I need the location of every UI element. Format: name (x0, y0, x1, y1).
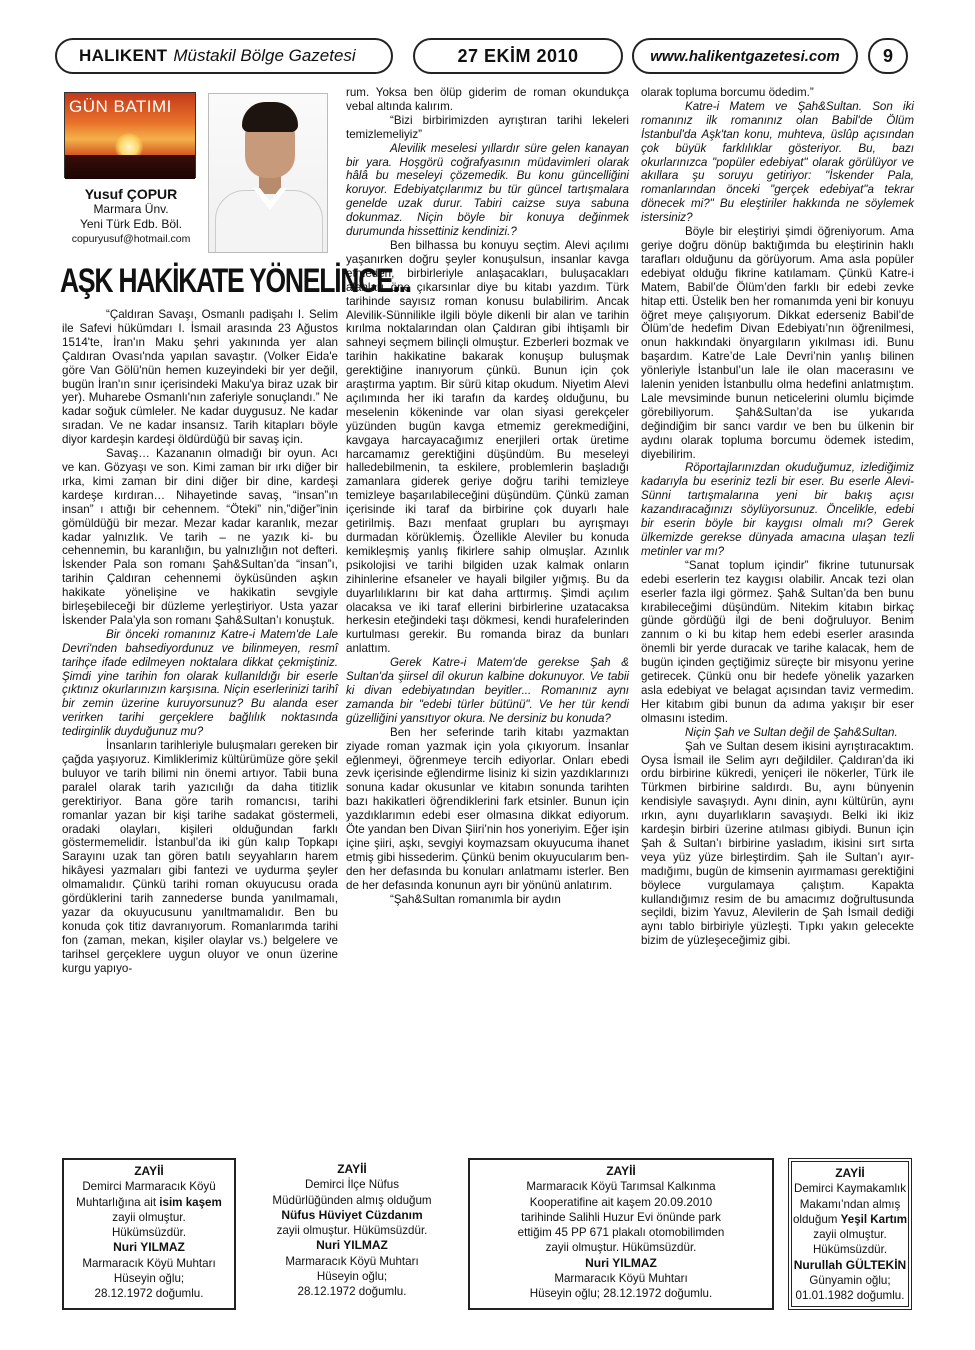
notice-line: zayii olmuştur. Hükümsüzdür. (545, 1241, 697, 1255)
col1-paragraph-3: İnsanların tarihleriyle buluşmaları gereken bir çağda yaşıyoruz. Kimliklerimiz kültürümüze göre şekil buluyor ve tarih bilimi nin önemi artıyor. Tabii buna paralel olarak tarih yazıcılığı da daha titizlik gerektiriyor. Bana göre tarih romancısı, tarihi romanlar yazan bir kişi tarihe sadakat göstermeli, oradaki olayları, kişileri olduğundan farklı göstermemelidir. İstanbul’da iki gün kalıp Topkapı Sarayını uzak tan gören batılı seyyahların harem hikâyesi yazmaları gibi fantezi ve uydurma şeyler olmamalıdır. Çünkü tarihi roman okuyucusu orada gördüklerini tarih zannederse bunda yanılmamalı, yazar da okuyucusunu yanıltmamalıdır. Ben bu konuda çok titiz davranıyorum. Romanlarımda tarihi fon (zaman, mekan, kişiler olaylar vs.) belgelere ve tarihsel gerçeklere uygun oluyor ve onun üzerine kurgu yapıyo- (62, 739, 338, 975)
notice-signer: Nuri YILMAZ (585, 1255, 657, 1270)
notice-line: olduğum Yeşil Kartım (792, 1212, 908, 1226)
notice-line: Hüseyin oğlu; (316, 1270, 388, 1284)
notice-line: Marmaracık Köyü Muhtarı (554, 1272, 688, 1286)
notice-line: Marmaracık Köyü Tarımsal Kalkınma (526, 1180, 716, 1194)
col2-paragraph-1: rum. Yoksa ben ölüp giderim de roman okundukça vebal altında kalırım. (346, 86, 629, 113)
newspaper-name: HALIKENT (79, 46, 168, 65)
notice-line: Demirci İlçe Nüfus (304, 1178, 400, 1192)
notice-line: zayii olmuştur. (112, 1210, 186, 1224)
col3-paragraph-2: Böyle bir eleştiriyi şimdi öğreniyorum. Ama geriye doğru dönüp baktığımda bu eleştirinin haklı tarafları olduğunu da görüyorum. Ama asla popüler edebiyat olduğu fikrine katılamam. Çünkü Katre-i Matem, Babil’de Ölüm’den farklı bir edebi zevke hitap etti. Üstelik ben her romanımda yeni bir konuyu öğret meye çalışıyorum. Dikkat ederseniz Babil’de Ölüm’de hedefim Divan Edebiyatı’nın öğrenilmesi, onun hakkındaki önyargıların yıkılması idi. Bunu başardım. Katre’de Lale Devri’nin yanlış bilinen yönleriyle İstanbul’un lale ile olan macerasını ve lalenin yeniden İstanbullu olma hedefini anlatmıştım. Lale mevsiminde bunun neticelerini olumlu biçimde görebiliyorum. Şah&Sultan’da ise yukarıda değindiğim bir sancı vardır ve ben bu ülkenin bir aydını olarak topluma borcumu ödemek istedim, diyebilirim. (641, 225, 914, 461)
col2-pullquote: “Bizi birbirimizden ayrıştıran tarihi lekeleri temizlemeliyiz” (346, 113, 629, 141)
issue-date: 27 EKİM 2010 (413, 38, 623, 74)
col1-paragraph-1: “Çaldıran Savaşı, Osmanlı padişahı I. Selim ile Safevi hükümdarı I. İsmail arasında 23 Ağustos 1514'te, İran'ın Maku şehri yakınında yer alan Çaldıran Ovası'nda yapılan savaştır. (Volker Eida'e göre Van Gölü'nün hemen kuzeyindeki bir yer değil, bugün İran'ın sınır içerisindeki Maku'ya biraz uzak bir yer). Muharebe Osmanlı'nın zaferiyle sonuçlandı.” Ne kadar soğuk cümleler. Ne kadar duygusuz. Ne kadar sıradan. Ve ne kadar insansız. Tarih kitapları böyle diyor kardeşin kardeşi öldürdüğü bir savaş için. (62, 308, 338, 447)
newspaper-tagline: Müstakil Bölge Gazetesi (173, 46, 356, 65)
notice-line: Hükümsüzdür. (812, 1243, 888, 1257)
article-column-1 (62, 308, 338, 976)
author-block (58, 186, 204, 246)
horizon-graphic (65, 155, 195, 179)
col2-paragraph-4: “Şah&Sultan romanımla bir aydın (390, 892, 561, 906)
col1-paragraph-2: Savaş… Kazananın olmadığı bir oyun. Acı ve kan. Gözyaşı ve son. Kimi zaman bir ırkı diğer bir ırka, kimi zaman bir dini diğer bir dine, kardeşi kardeşe kırdıran… Nihayetinde savaş, “insan”ın insan” ı attığı bir cehennem. “Öteki” nin,”diğer”inin gömüldüğü bir mezar. Mezar kadar karanlık, mezar kadar yalnızlık. Ve tarih – ne yazık ki- bu cehennemin, bu karanlığın, bu yalnızlığın not defteri. İskender Pala son romanı Şah&Sultan’da “insan”ı, tarihin Çaldıran cehennemi öyküsünden aşkın hakikate yönelişine ve hakikatin sevgiyle birleşebileceği bir düzleme yerleştiriyor. Usta yazar İskender Pala’yla son romanı Şah&Sultan’ı konuştuk. (62, 447, 338, 627)
photo-hair (242, 102, 298, 132)
notice-signer: Nuri YILMAZ (316, 1238, 388, 1253)
col3-paragraph-1: olarak topluma borcumu ödedim.” (641, 86, 814, 99)
notice-lost-seal (62, 1158, 236, 1310)
notice-line: 28.12.1972 doğumlu. (94, 1287, 204, 1301)
article-headline: AŞK HAKİKATE YÖNELİNCE... (60, 262, 411, 300)
notice-line: Hükümsüzdür. (111, 1226, 187, 1240)
author-photo (208, 93, 328, 253)
article-column-3 (641, 86, 914, 948)
notice-lost-cooperative-seal (468, 1158, 774, 1310)
article-column-2 (346, 86, 629, 906)
notice-line: Demirci Marmaracık Köyü (82, 1180, 216, 1194)
author-department: Yeni Türk Edb. Böl. (79, 217, 183, 231)
col2-paragraph-2: Ben bilhassa bu konuyu seçtim. Alevi açılımı yaşanırken doğru şeyler konuşulsun, insanlar kavga etmeden, birbirleriyle anlaşacakları, buluşacakları alanları öne çıkarsınlar diye bu kitabı yazdım. Türk tarihinde sayısız roman konusu bulabilirim. Ancak Alevilik-Sünnilikle ilgili böyle dikenli bir alan ve tarihin kırılma noktalarından olan Çaldıran gibi ihtişamlı bir sahneyi seçmem bilinçli olmuştur. Ezberleri bozmak ve tarihin hakikatine bakarak konuşup buluşmak gerektiğine inanıyorum çünkü. Bunun için çok araştırma yaptım. Bir sürü kitap okudum. Niyetim Alevi açılımında her iki tarafın da kardeş olduğunu, bu meselenin kökeninde var olan siyasi gerekçeler yüzünden bugün kavga etmemiz gerekmediğini, kavgaya harcayacağımız enerjileri ortak üretime harcamamız gerektiğini düşündüm. Bu meseleyi halledebilmenin, ta eskilere, problemlerin başladığı zamanlara giderek geriye doğru tarihi temizleye temizleye başarılabileceğini düşündüm. Çünkü zaman içerisinde iki taraf da birbirine çok duyarlı hale getirilmiş. Bazı menfaat grupları bu ayrışmayı durmadan körüklemiş. Özellikle Aleviler bu konuda kemikleşmiş yanlış fikirlere sahip olmuşlar. Azınlık psikolojisi ve tarihi bilgiden uzak kalmak onların zihinlerine efsaneler ve hayali bilgiler yığmış. Bu da duyarlılıklarını bir kat daha arttırmış. Şimdi açılım olacaksa ve iki taraf ellerini birbirlerine uzatacaksa herkesin eteğindeki taşı dökmesi, kendi hurafelerinden kurtulması gerekir. Bu romanda biraz da bunları anlattım. (346, 238, 629, 656)
col2-question-2: Gerek Katre-i Matem'de gerekse Şah & Sultan'da şiirsel dil okurun kalbine dokunuyor. Ve tabii ki divan edebiyatından beyitler... Romanınız aynı zamanda bir "edebi türler bütünü". Ve her tür kendi güzelliğini yansıtıyor okura. Ne dersiniz bu konuda? (346, 656, 629, 725)
col1-question-1: Bir önceki romanınız Katre-i Matem'de Lale Devri'nden bahsediyordunuz ve bilinmeyen, resmî tarihçe ifade edilmeyen noktalara dikkat çekmiştiniz. Şimdi yine tarihin fon olarak kullanıldığı bir eserle çıktınız okurlarınızın karşısına. Niçin eserlerinizi tarihî bir zemin üzerine kuruyorsunuz? Bu alanda eser verirken tarihi gerçeklere bağlılık noktasında tedirginlik duyduğunuz mu? (62, 627, 338, 739)
page-number: 9 (868, 38, 908, 74)
notice-line: Müdürlüğünden almış olduğum (272, 1193, 432, 1207)
notice-line: tarihinde Salihli Huzur Evi önünde park (521, 1210, 721, 1224)
notice-line: Nüfus Hüviyet Cüzdanım (281, 1207, 423, 1222)
col2-question-1: Alevilik meselesi yıllardır süre gelen kanayan bir yara. Hoşgörü coğrafyasının müdavimleri olarak hâlâ bu meseleyi çözemedik. Bu konu güncelliğini koruyor. Edebiyatçılarımız bu tür güncel tartışmalara genelde uzak durur. Tabiri caizse suya sabuna dokunmaz. Niçin böyle bir konuya değinmek durumunda hissettiniz kendinizi.? (346, 141, 629, 239)
author-name: Yusuf ÇOPUR (84, 186, 178, 202)
notice-line: Makamı’ndan almış (799, 1197, 901, 1211)
notice-line: Hüseyin oğlu; (113, 1272, 185, 1286)
notice-line: Günyamin oğlu; (809, 1274, 891, 1288)
notice-lost-green-card (788, 1158, 912, 1310)
col2-paragraph-3: Ben her seferinde tarih kitabı yazmaktan ziyade roman yazmak için yola çıkıyorum. İnsanlar eğlenmeyi, öğrenmeye tercih ediyorlar. Onları ebedi zevk içerisinde eğlendirme lisiniz ki sizin yazdıklarınızı sonuna kadar okusunlar ve kitabın sonunda tarihten bazı hakikatleri öğrendiklerini fark etsinler. Bunun için yazdıklarımın edebi eser olmasına dikkat ediyorum. Öte yandan ben Divan Şiiri’nin hos yoneriyim. Eğer işin içine şiiri, aşkı, sevgiyi koymazsam okuyucuma ihanet etmiş gibi hissederim. Çünkü benim okuyucularım benden her defasında bu konuları anlatmamı isterler. Ben de her defasında konunun ayrı bir yönünü anlatırım. (346, 725, 629, 892)
notice-line: Marmaracık Köyü Muhtarı (82, 1256, 216, 1270)
notice-line: ettiğim 45 PP 671 plakalı otomobilimden (517, 1226, 725, 1240)
notice-line: Hüseyin oğlu; 28.12.1972 doğumlu. (529, 1287, 713, 1301)
website-link[interactable]: www.halikentgazetesi.com (632, 38, 858, 74)
notice-signer: Nurullah GÜLTEKİN (793, 1257, 907, 1272)
notice-line: zayii olmuştur. Hükümsüzdür. (276, 1224, 428, 1238)
col3-paragraph-4: Şah ve Sultan desem ikisini ayrıştıracaktım. Oysa İsmail ile Selim ayrı değildiler. Çaldıran’da iki ordu birbirine kükredi, yeniçeri ile nökerler, Türk ile Türkmen birbirine saldırdı. Bu, aynı bünyenin kendisiyle savaşıydı. Aynı dinin, aynı kültürün, aynı ırkın, aynı duyarlıkların savaşıydı. Belki iki ikiz kardeşin birbiri üzerine atılması gibiydi. Bunun için Şah & Sultan’ı birbirine yasladım, ikisini sırt sırta veya yüz yüze birleştirdim. Şah ile Sultan’ı ayırmadığımı, bugün de kimsenin ayırmaması gerektiğini böylece vurgulamaya çalıştım. Kapakta kullandığımız resim de bu amacımız doğrultusunda seçildi, bizim Yavuz, Alevilerin de Şah İsmail dediği aynı tablo birbiriyle yüzleşti. Tıpkı yakın gelecekte bizim de yüzleşeceğimiz gibi. (641, 739, 914, 948)
notice-title: ZAYİİ (835, 1166, 865, 1180)
col3-paragraph-3: “Sanat toplum içindir” fikrine tutunursak edebi eserlerin tez kaygısı olabilir. Ancak tezi olan eserler fazla ilgi görmez. Şah& Sultan’da ben bunu kırabileceğimi düşündüm. Nitekim kitabın birkaç günde gördüğü ilgi de beni doğruluyor. Benim zannım o ki bu kitap hem edebi eserler arasında önemli bir yerde duracak ve tarihe kalacak, hem de bugün içinden geçtiğimiz süreçte bir misyonu yerine getirecek. Çünkü onu bir hedefe yönelik yazarken asla edebiyat ve belagat açısından taviz vermedim. Her kitabım gibi bunun da adıma yakışır bir eser olmasını istedim. (641, 558, 914, 725)
col3-question-2: Röportajlarınızdan okuduğumuz, izlediğimiz kadarıyla bu eseriniz tezli bir eser. Bu eserle Alevi- Sünni tartışmalarına yeni bir bakış açısı kazandıracağınızı söylüyorsunuz. Öncelikle, edebi bir eserin böyle bir kaygısı olmalı mı? Gerek ülkemizde gerekse dünyada amacına ulaşan tezli metinler var mı? (641, 461, 914, 558)
notice-line: Muhtarlığına ait isim kaşem (76, 1195, 222, 1209)
notice-signer: Nuri YILMAZ (113, 1240, 185, 1255)
notice-title: ZAYİİ (337, 1162, 367, 1176)
photo-shirt (215, 190, 323, 253)
author-email[interactable]: copuryusuf@hotmail.com (71, 233, 191, 245)
notice-line: Marmaracık Köyü Muhtarı (285, 1254, 419, 1268)
author-university: Marmara Ünv. (93, 202, 169, 216)
masthead-brand (55, 38, 393, 74)
notice-lost-id-card (248, 1158, 456, 1310)
notice-line: 01.01.1982 doğumlu. (795, 1289, 905, 1303)
col3-question-3: Niçin Şah ve Sultan değil de Şah&Sultan. (685, 725, 898, 739)
notice-line: zayii olmuştur. (813, 1228, 887, 1242)
sunset-badge-image (64, 92, 196, 178)
notice-line: Kooperatifine ait kaşem 20.09.2010 (529, 1195, 713, 1209)
notice-line: Demirci Kaymakamlık (793, 1182, 907, 1196)
notice-title: ZAYİİ (134, 1164, 164, 1178)
col3-question-1: Katre-i Matem ve Şah&Sultan. Son iki romanınız ilk romanınız olan Babil'de Ölüm İstanbul'da Aşk'tan konu, muhteva, üslûp açısından çok büyük farklılıklar gösteriyor. Bu, bazı okurlarınızca "popüler edebiyat" olarak görülüyor ve akıllara şu soruyu getiriyor: "İskender Pala, romanlarından önceki "gerçek edebiyat"a tekrar dönecek mi?" Bu eleştiriler hakkında ne söylemek istersiniz? (641, 99, 914, 225)
notice-line: 28.12.1972 doğumlu. (297, 1285, 407, 1299)
column-badge-title: GÜN BATIMI (69, 97, 172, 116)
notice-title: ZAYİİ (606, 1164, 636, 1178)
